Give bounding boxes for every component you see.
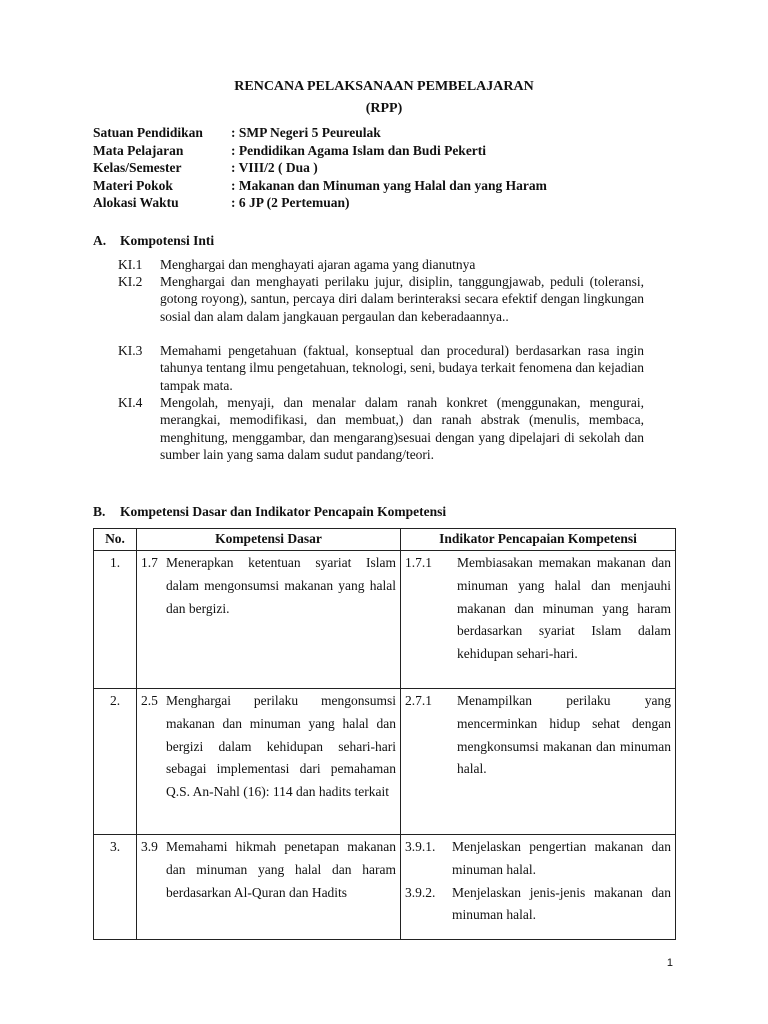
table-row	[94, 835, 676, 940]
section-b-heading	[93, 504, 446, 520]
kd-text: Menerapkan ketentuan syariat Islam dalam mengonsumsi makanan yang halal dan bergizi.	[166, 555, 396, 616]
identity-value: : Makanan dan Minuman yang Halal dan yang Haram	[231, 177, 547, 193]
indicator-code: 3.9.2.	[405, 884, 436, 900]
header-kompetensi-dasar: Kompetensi Dasar	[137, 529, 401, 551]
identity-label: Satuan Pendidikan	[93, 125, 203, 140]
kd-cell	[137, 689, 401, 835]
document-title: RENCANA PELAKSANAAN PEMBELAJARAN	[234, 79, 534, 94]
ki-item	[118, 273, 644, 325]
ki-code: KI.4	[118, 395, 143, 410]
identity-value: : VIII/2 ( Dua )	[231, 160, 318, 175]
identity-row	[93, 177, 547, 195]
section-a-title: Kompotensi Inti	[120, 233, 215, 248]
indicator-code: 2.7.1	[405, 693, 432, 708]
identity-table	[93, 124, 547, 212]
kd-text: Menghargai perilaku mengonsumsi makanan dan minuman yang halal dan bergizi dalam kehidupan sehari-hari sebagai implementasi dari pemahaman Q.S. An-Nahl (16): 114 dan hadits terkait	[166, 693, 396, 800]
indicator-code: 1.7.1	[405, 555, 432, 570]
ki-text: Mengolah, menyaji, dan menalar dalam ranah konkret (menggunakan, mengurai, merangkai, memodifikasi, dan membuat,) dan ranah abstrak (menulis, membaca, menghitung, menggambar, dan mengarang)sesuai dengan yang dipelajari di sekolah dan sumber lain yang sama dalam sudut pandang/teori.	[160, 395, 644, 462]
ki-code: KI.2	[118, 274, 143, 289]
indicator-text: Menampilkan perilaku yang mencerminkan hidup sehat dengan mengkonsumsi makanan dan minuman halal.	[457, 693, 671, 777]
section-b-title: Kompetensi Dasar dan Indikator Pencapain Kompetensi	[120, 504, 447, 519]
kd-cell	[137, 835, 401, 940]
ki-text: Menghargai dan menghayati perilaku jujur, disiplin, tanggungjawab, peduli (toleransi, gotong royong), santun, percaya diri dalam berinteraksi secara efektif dengan lingkungan sosial dan alam dalam jangkauan pergaulan dan keberadaannya..	[160, 274, 644, 324]
indicator-text: Menjelaskan pengertian makanan dan minuman halal.	[452, 839, 671, 877]
identity-label: Materi Pokok	[93, 177, 173, 193]
ki-item	[118, 394, 644, 463]
section-b-letter: B.	[93, 504, 106, 519]
competency-table	[93, 528, 676, 940]
table-header-row	[94, 529, 676, 551]
section-a-heading	[93, 233, 214, 249]
table-row	[94, 689, 676, 835]
kd-text: Memahami hikmah penetapan makanan dan minuman yang halal dan haram berdasarkan Al-Quran dan Hadits	[166, 839, 396, 900]
identity-row	[93, 124, 547, 142]
kd-cell	[137, 551, 401, 689]
ki-item	[118, 342, 644, 394]
indicator-text: Menjelaskan jenis-jenis makanan dan minuman halal.	[452, 884, 671, 923]
page-number: 1	[666, 957, 673, 969]
row-number: 1.	[94, 551, 137, 689]
indicator-text: Membiasakan memakan makanan dan minuman yang halal dan menjauhi makanan dan minuman yang haram berdasarkan syariat Islam dalam kehidupan sehari-hari.	[457, 555, 671, 662]
identity-row	[93, 159, 547, 177]
section-a-letter: A.	[93, 233, 107, 248]
ki-text: Menghargai dan menghayati ajaran agama yang dianutnya	[160, 257, 476, 272]
identity-label: Alokasi Waktu	[93, 195, 179, 210]
identity-label: Kelas/Semester	[93, 160, 182, 175]
indicator-code: 3.9.1.	[405, 839, 436, 854]
indicator-cell	[401, 551, 676, 689]
indicator-cell	[401, 689, 676, 835]
indicator-cell	[401, 835, 676, 940]
ki-code: KI.1	[118, 257, 143, 272]
identity-value: : Pendidikan Agama Islam dan Budi Pekerti	[231, 142, 487, 158]
identity-value: : 6 JP (2 Pertemuan)	[231, 195, 350, 210]
row-number: 3.	[94, 835, 137, 940]
ki-item	[118, 256, 644, 273]
identity-value: : SMP Negeri 5 Peureulak	[231, 125, 381, 140]
identity-label: Mata Pelajaran	[93, 142, 184, 158]
kd-code: 3.9	[141, 839, 158, 854]
row-number: 2.	[94, 689, 137, 835]
table-row	[94, 551, 676, 689]
ki-text: Memahami pengetahuan (faktual, konseptual dan procedural) berdasarkan rasa ingin tahunya tentang ilmu pengetahuan, teknologi, seni, budaya terkait fenomena dan kejadian tampak mata.	[160, 343, 644, 393]
kd-code: 1.7	[141, 555, 158, 570]
header-indikator: Indikator Pencapaian Kompetensi	[401, 529, 676, 551]
identity-row	[93, 194, 547, 212]
kd-code: 2.5	[141, 693, 158, 708]
document-subtitle: (RPP)	[365, 101, 403, 116]
ki-code: KI.3	[118, 343, 143, 358]
identity-row	[93, 142, 547, 160]
header-no: No.	[94, 529, 137, 551]
